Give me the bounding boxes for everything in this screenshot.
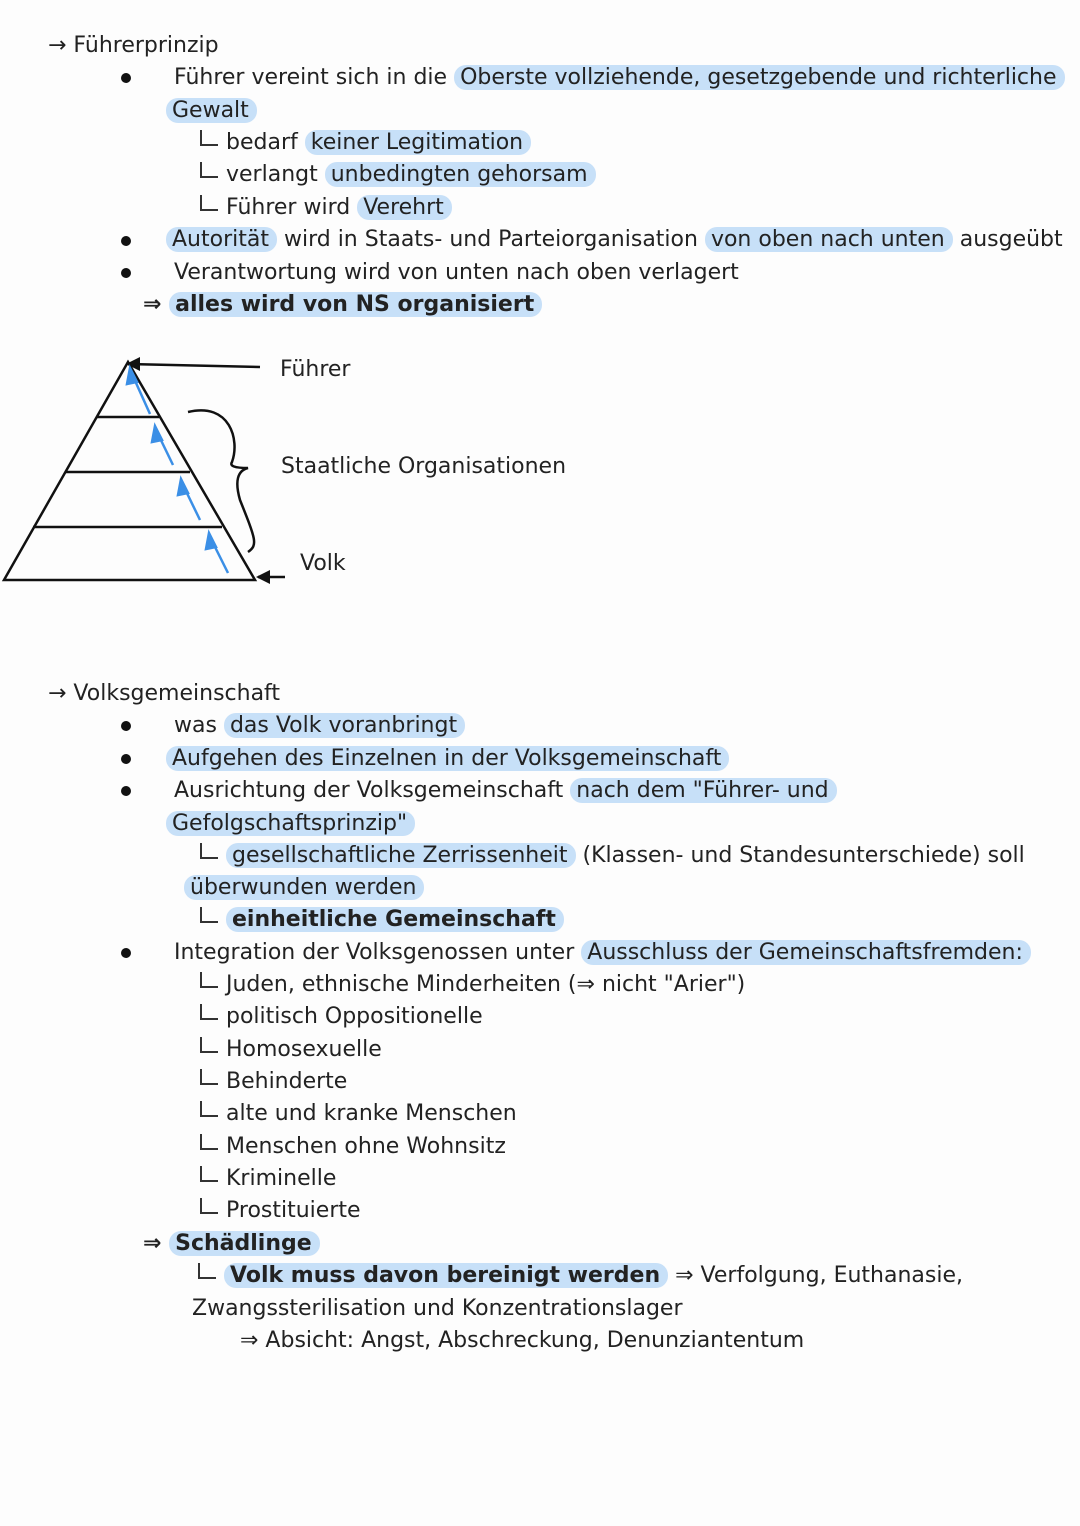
hook-arrow-icon	[200, 1166, 218, 1182]
pyramid-label-fuehrer: Führer	[280, 357, 351, 382]
bullet	[121, 754, 131, 764]
sub-item: einheitliche Gemeinschaft	[200, 905, 564, 935]
bullet-text-cont: Gewalt	[166, 96, 257, 126]
pyramid-label-organisationen: Staatliche Organisationen	[281, 454, 567, 479]
group-item: Menschen ohne Wohnsitz	[200, 1132, 506, 1162]
bullet-text: Aufgehen des Einzelnen in der Volksgemeinschaft	[166, 744, 729, 774]
bullet	[121, 73, 131, 83]
group-item: politisch Oppositionelle	[200, 1002, 483, 1032]
intent-line: ⇒ Absicht: Angst, Abschreckung, Denunziantentum	[240, 1328, 805, 1353]
heading-fuehrerprinzip: → Führerprinzip	[48, 33, 219, 58]
up-arrow-head	[206, 533, 216, 549]
hook-arrow-icon	[200, 1134, 218, 1150]
hook-arrow-icon	[198, 1263, 216, 1279]
hook-arrow-icon	[200, 162, 218, 178]
sub-item: verlangt unbedingten gehorsam	[200, 160, 596, 190]
bullet-text: Führer vereint sich in die Oberste vollziehende, gesetzgebende und richterliche	[174, 63, 1065, 93]
bullet	[121, 236, 131, 246]
bullet-text-cont: Gefolgschaftsprinzip"	[166, 809, 415, 839]
hook-arrow-icon	[200, 907, 218, 923]
bullet-text: was das Volk voranbringt	[174, 711, 465, 741]
conclusion: ⇒ alles wird von NS organisiert	[143, 290, 542, 320]
pyramid-label-volk: Volk	[300, 551, 346, 576]
conclusion: ⇒ Schädlinge	[143, 1229, 320, 1259]
group-item: Behinderte	[200, 1067, 347, 1097]
bullet-text: Integration der Volksgenossen unter Ausschluss der Gemeinschaftsfremden:	[174, 938, 1031, 968]
hook-arrow-icon	[200, 1198, 218, 1214]
bullet-text: Ausrichtung der Volksgemeinschaft nach dem "Führer- und	[174, 776, 837, 806]
group-item: Prostituierte	[200, 1196, 361, 1226]
group-item: Juden, ethnische Minderheiten (⇒ nicht "Arier")	[200, 970, 745, 1000]
group-item: Kriminelle	[200, 1164, 336, 1194]
hook-arrow-icon	[200, 1069, 218, 1085]
heading-volksgemeinschaft: → Volksgemeinschaft	[48, 681, 281, 706]
bullet-text: Verantwortung wird von unten nach oben verlagert	[174, 260, 739, 285]
hook-arrow-icon	[200, 1101, 218, 1117]
group-item: Homosexuelle	[200, 1035, 382, 1065]
hook-arrow-icon	[200, 972, 218, 988]
hook-arrow-icon	[200, 130, 218, 146]
arrowhead-icon	[256, 570, 270, 584]
hook-arrow-icon	[200, 1004, 218, 1020]
sub-item-cont: überwunden werden	[184, 873, 424, 903]
hook-arrow-icon	[200, 1037, 218, 1053]
up-arrow-head	[178, 479, 188, 495]
hook-arrow-icon	[200, 843, 218, 859]
sub-item: Führer wird Verehrt	[200, 193, 452, 223]
up-arrow-head	[152, 426, 162, 442]
bullet	[121, 721, 131, 731]
bullet	[121, 268, 131, 278]
group-item: alte und kranke Menschen	[200, 1099, 517, 1129]
bullet	[121, 948, 131, 958]
hook-arrow-icon	[200, 195, 218, 211]
conclusion-sub: Volk muss davon bereinigt werden ⇒ Verfolgung, Euthanasie,	[198, 1261, 963, 1291]
pointer-fuehrer	[128, 364, 260, 367]
sub-item: gesellschaftliche Zerrissenheit (Klassen- und Standesunterschiede) soll	[200, 841, 1025, 871]
bullet	[121, 786, 131, 796]
conclusion-sub-cont: Zwangssterilisation und Konzentrationslager	[192, 1296, 683, 1321]
bullet-text: Autorität wird in Staats- und Parteiorganisation von oben nach unten ausgeübt	[166, 225, 1063, 255]
sub-item: bedarf keiner Legitimation	[200, 128, 531, 158]
